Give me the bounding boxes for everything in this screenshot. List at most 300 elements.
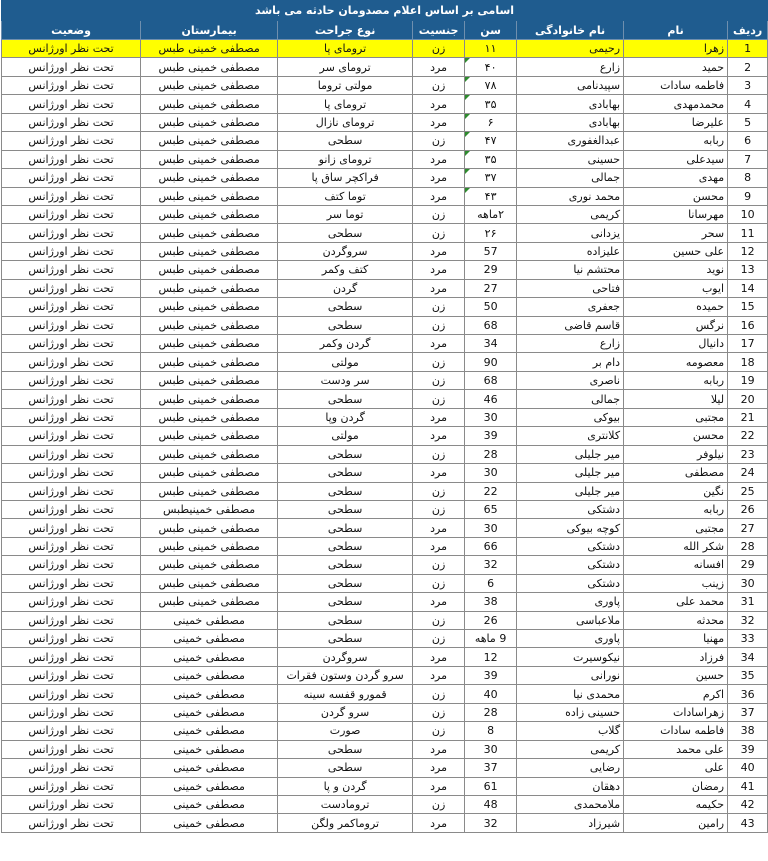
cell-injury[interactable]: کتف وکمر: [278, 261, 413, 279]
cell-age[interactable]: 29: [465, 261, 517, 279]
cell-status[interactable]: تحت نظر اورژانس: [2, 261, 141, 279]
cell-hospital[interactable]: مصطفی خمینی طبس: [141, 371, 278, 389]
cell-status[interactable]: تحت نظر اورژانس: [2, 205, 141, 223]
table-row[interactable]: [2, 482, 768, 500]
cell-status[interactable]: تحت نظر اورژانس: [2, 795, 141, 813]
cell-injury[interactable]: تروماکمر ولگن: [278, 814, 413, 832]
cell-gender[interactable]: مرد: [413, 95, 465, 113]
cell-injury[interactable]: سطحی: [278, 132, 413, 150]
cell-name[interactable]: اکرم: [624, 685, 728, 703]
cell-index[interactable]: 14: [728, 279, 768, 297]
cell-age[interactable]: ۴۳: [465, 187, 517, 205]
cell-name[interactable]: علی حسین: [624, 242, 728, 260]
cell-family[interactable]: کوچه بیوکی: [517, 519, 624, 537]
cell-hospital[interactable]: مصطفی خمینی طبس: [141, 205, 278, 223]
table-row[interactable]: [2, 685, 768, 703]
cell-family[interactable]: دهقان: [517, 777, 624, 795]
cell-gender[interactable]: زن: [413, 224, 465, 242]
cell-index[interactable]: 22: [728, 427, 768, 445]
cell-index[interactable]: 40: [728, 759, 768, 777]
header-age[interactable]: سن: [465, 21, 517, 40]
cell-gender[interactable]: مرد: [413, 150, 465, 168]
cell-age[interactable]: 32: [465, 814, 517, 832]
cell-hospital[interactable]: مصطفی خمینی طبس: [141, 390, 278, 408]
cell-age[interactable]: 68: [465, 371, 517, 389]
cell-status[interactable]: تحت نظر اورژانس: [2, 759, 141, 777]
cell-injury[interactable]: سطحی: [278, 390, 413, 408]
cell-name[interactable]: لیلا: [624, 390, 728, 408]
cell-status[interactable]: تحت نظر اورژانس: [2, 150, 141, 168]
cell-age[interactable]: 65: [465, 500, 517, 518]
cell-family[interactable]: بهابادی: [517, 95, 624, 113]
table-row[interactable]: [2, 40, 768, 58]
cell-name[interactable]: ربابه: [624, 500, 728, 518]
cell-gender[interactable]: مرد: [413, 58, 465, 76]
cell-gender[interactable]: زن: [413, 482, 465, 500]
cell-injury[interactable]: فراکچر ساق پا: [278, 169, 413, 187]
cell-age[interactable]: 27: [465, 279, 517, 297]
cell-injury[interactable]: توما سر: [278, 205, 413, 223]
cell-gender[interactable]: زن: [413, 722, 465, 740]
cell-gender[interactable]: زن: [413, 353, 465, 371]
table-row[interactable]: [2, 814, 768, 832]
cell-name[interactable]: فرزاد: [624, 648, 728, 666]
cell-hospital[interactable]: مصطفی خمینی طبس: [141, 519, 278, 537]
cell-index[interactable]: 19: [728, 371, 768, 389]
cell-hospital[interactable]: مصطفی خمینی طبس: [141, 427, 278, 445]
cell-gender[interactable]: مرد: [413, 427, 465, 445]
table-row[interactable]: [2, 371, 768, 389]
cell-injury[interactable]: قمورو قفسه سینه: [278, 685, 413, 703]
cell-hospital[interactable]: مصطفی خمینی: [141, 685, 278, 703]
cell-name[interactable]: محسن: [624, 427, 728, 445]
table-row[interactable]: [2, 279, 768, 297]
cell-age[interactable]: 38: [465, 593, 517, 611]
cell-age[interactable]: 30: [465, 408, 517, 426]
cell-index[interactable]: 17: [728, 335, 768, 353]
cell-gender[interactable]: زن: [413, 703, 465, 721]
cell-name[interactable]: حمیده: [624, 298, 728, 316]
table-row[interactable]: [2, 500, 768, 518]
table-row[interactable]: [2, 353, 768, 371]
cell-hospital[interactable]: مصطفی خمینی طبس: [141, 40, 278, 58]
table-row[interactable]: [2, 648, 768, 666]
cell-name[interactable]: مهنیا: [624, 630, 728, 648]
cell-index[interactable]: 8: [728, 169, 768, 187]
header-hospital[interactable]: بیمارستان: [141, 21, 278, 40]
cell-name[interactable]: نگین: [624, 482, 728, 500]
cell-injury[interactable]: سروگردن: [278, 242, 413, 260]
cell-hospital[interactable]: مصطفی خمینی: [141, 795, 278, 813]
cell-gender[interactable]: مرد: [413, 279, 465, 297]
cell-family[interactable]: گلاب: [517, 722, 624, 740]
cell-name[interactable]: دانیال: [624, 335, 728, 353]
cell-injury[interactable]: ترومای پا: [278, 95, 413, 113]
cell-status[interactable]: تحت نظر اورژانس: [2, 224, 141, 242]
cell-gender[interactable]: زن: [413, 390, 465, 408]
cell-age[interactable]: 22: [465, 482, 517, 500]
cell-status[interactable]: تحت نظر اورژانس: [2, 537, 141, 555]
cell-name[interactable]: رامین: [624, 814, 728, 832]
cell-status[interactable]: تحت نظر اورژانس: [2, 703, 141, 721]
cell-status[interactable]: تحت نظر اورژانس: [2, 242, 141, 260]
cell-gender[interactable]: مرد: [413, 537, 465, 555]
cell-family[interactable]: حسینی زاده: [517, 703, 624, 721]
cell-gender[interactable]: زن: [413, 205, 465, 223]
cell-status[interactable]: تحت نظر اورژانس: [2, 500, 141, 518]
cell-age[interactable]: 8: [465, 722, 517, 740]
cell-name[interactable]: حکیمه: [624, 795, 728, 813]
table-row[interactable]: [2, 169, 768, 187]
cell-index[interactable]: 13: [728, 261, 768, 279]
cell-gender[interactable]: مرد: [413, 187, 465, 205]
cell-gender[interactable]: مرد: [413, 759, 465, 777]
cell-name[interactable]: نوید: [624, 261, 728, 279]
cell-gender[interactable]: زن: [413, 611, 465, 629]
cell-family[interactable]: میر جلیلی: [517, 445, 624, 463]
cell-index[interactable]: 27: [728, 519, 768, 537]
table-row[interactable]: [2, 427, 768, 445]
cell-name[interactable]: مهدی: [624, 169, 728, 187]
cell-status[interactable]: تحت نظر اورژانس: [2, 666, 141, 684]
cell-gender[interactable]: مرد: [413, 666, 465, 684]
cell-status[interactable]: تحت نظر اورژانس: [2, 556, 141, 574]
cell-injury[interactable]: سرو گردن وستون فقرات: [278, 666, 413, 684]
cell-status[interactable]: تحت نظر اورژانس: [2, 113, 141, 131]
table-row[interactable]: [2, 242, 768, 260]
cell-family[interactable]: رضایی: [517, 759, 624, 777]
cell-name[interactable]: زینب: [624, 574, 728, 592]
cell-index[interactable]: 5: [728, 113, 768, 131]
cell-status[interactable]: تحت نظر اورژانس: [2, 445, 141, 463]
cell-injury[interactable]: سطحی: [278, 537, 413, 555]
cell-status[interactable]: تحت نظر اورژانس: [2, 814, 141, 832]
cell-index[interactable]: 29: [728, 556, 768, 574]
table-row[interactable]: [2, 298, 768, 316]
cell-status[interactable]: تحت نظر اورژانس: [2, 40, 141, 58]
cell-family[interactable]: سپیدنامی: [517, 76, 624, 94]
cell-index[interactable]: 15: [728, 298, 768, 316]
cell-injury[interactable]: سرو گردن: [278, 703, 413, 721]
cell-name[interactable]: حسین: [624, 666, 728, 684]
cell-injury[interactable]: سطحی: [278, 316, 413, 334]
cell-name[interactable]: مجتبی: [624, 408, 728, 426]
cell-age[interactable]: ۲۶: [465, 224, 517, 242]
cell-index[interactable]: 1: [728, 40, 768, 58]
cell-age[interactable]: 30: [465, 740, 517, 758]
cell-status[interactable]: تحت نظر اورژانس: [2, 298, 141, 316]
table-row[interactable]: [2, 76, 768, 94]
header-injury[interactable]: نوع جراحت: [278, 21, 413, 40]
cell-injury[interactable]: سطحی: [278, 298, 413, 316]
cell-injury[interactable]: سر ودست: [278, 371, 413, 389]
cell-status[interactable]: تحت نظر اورژانس: [2, 390, 141, 408]
cell-injury[interactable]: گردن و پا: [278, 777, 413, 795]
cell-injury[interactable]: صورت: [278, 722, 413, 740]
cell-hospital[interactable]: مصطفی خمینیطبس: [141, 500, 278, 518]
table-row[interactable]: [2, 113, 768, 131]
cell-index[interactable]: 20: [728, 390, 768, 408]
cell-hospital[interactable]: مصطفی خمینی طبس: [141, 353, 278, 371]
cell-family[interactable]: میر جلیلی: [517, 482, 624, 500]
cell-hospital[interactable]: مصطفی خمینی طبس: [141, 556, 278, 574]
cell-hospital[interactable]: مصطفی خمینی طبس: [141, 58, 278, 76]
cell-family[interactable]: دشتکی: [517, 500, 624, 518]
cell-hospital[interactable]: مصطفی خمینی: [141, 648, 278, 666]
cell-status[interactable]: تحت نظر اورژانس: [2, 187, 141, 205]
cell-hospital[interactable]: مصطفی خمینی طبس: [141, 132, 278, 150]
table-row[interactable]: [2, 630, 768, 648]
cell-age[interactable]: 30: [465, 464, 517, 482]
cell-family[interactable]: علیزاده: [517, 242, 624, 260]
cell-index[interactable]: 31: [728, 593, 768, 611]
cell-family[interactable]: کریمی: [517, 205, 624, 223]
cell-hospital[interactable]: مصطفی خمینی طبس: [141, 482, 278, 500]
cell-injury[interactable]: مولتی: [278, 353, 413, 371]
table-row[interactable]: [2, 132, 768, 150]
cell-family[interactable]: کریمی: [517, 740, 624, 758]
table-row[interactable]: [2, 740, 768, 758]
cell-name[interactable]: زهراسادات: [624, 703, 728, 721]
cell-family[interactable]: ناصری: [517, 371, 624, 389]
cell-hospital[interactable]: مصطفی خمینی: [141, 759, 278, 777]
cell-family[interactable]: نیکوسیرت: [517, 648, 624, 666]
cell-family[interactable]: قاسم قاضی: [517, 316, 624, 334]
cell-hospital[interactable]: مصطفی خمینی: [141, 703, 278, 721]
cell-status[interactable]: تحت نظر اورژانس: [2, 648, 141, 666]
cell-injury[interactable]: مولتی: [278, 427, 413, 445]
cell-family[interactable]: پاوری: [517, 630, 624, 648]
cell-status[interactable]: تحت نظر اورژانس: [2, 482, 141, 500]
cell-status[interactable]: تحت نظر اورژانس: [2, 408, 141, 426]
cell-name[interactable]: محمد علی: [624, 593, 728, 611]
cell-gender[interactable]: مرد: [413, 261, 465, 279]
cell-index[interactable]: 35: [728, 666, 768, 684]
cell-hospital[interactable]: مصطفی خمینی طبس: [141, 76, 278, 94]
cell-hospital[interactable]: مصطفی خمینی طبس: [141, 574, 278, 592]
cell-index[interactable]: 26: [728, 500, 768, 518]
table-row[interactable]: [2, 556, 768, 574]
cell-hospital[interactable]: مصطفی خمینی: [141, 777, 278, 795]
table-row[interactable]: [2, 150, 768, 168]
cell-name[interactable]: ربابه: [624, 132, 728, 150]
cell-age[interactable]: 68: [465, 316, 517, 334]
cell-index[interactable]: 16: [728, 316, 768, 334]
cell-hospital[interactable]: مصطفی خمینی طبس: [141, 113, 278, 131]
cell-age[interactable]: ۴۰: [465, 58, 517, 76]
cell-injury[interactable]: ترومادست: [278, 795, 413, 813]
cell-gender[interactable]: زن: [413, 40, 465, 58]
cell-status[interactable]: تحت نظر اورژانس: [2, 519, 141, 537]
cell-index[interactable]: 28: [728, 537, 768, 555]
cell-hospital[interactable]: مصطفی خمینی: [141, 666, 278, 684]
table-row[interactable]: [2, 445, 768, 463]
cell-age[interactable]: 57: [465, 242, 517, 260]
cell-gender[interactable]: مرد: [413, 335, 465, 353]
cell-hospital[interactable]: مصطفی خمینی: [141, 630, 278, 648]
cell-hospital[interactable]: مصطفی خمینی طبس: [141, 242, 278, 260]
table-row[interactable]: [2, 335, 768, 353]
cell-index[interactable]: 37: [728, 703, 768, 721]
cell-gender[interactable]: مرد: [413, 169, 465, 187]
cell-hospital[interactable]: مصطفی خمینی: [141, 611, 278, 629]
cell-age[interactable]: 46: [465, 390, 517, 408]
cell-name[interactable]: مصطفی: [624, 464, 728, 482]
cell-index[interactable]: 2: [728, 58, 768, 76]
cell-injury[interactable]: سطحی: [278, 224, 413, 242]
cell-status[interactable]: تحت نظر اورژانس: [2, 574, 141, 592]
cell-family[interactable]: یزدانی: [517, 224, 624, 242]
cell-name[interactable]: افسانه: [624, 556, 728, 574]
cell-family[interactable]: جمالی: [517, 169, 624, 187]
cell-hospital[interactable]: مصطفی خمینی طبس: [141, 537, 278, 555]
cell-injury[interactable]: سطحی: [278, 759, 413, 777]
cell-index[interactable]: 24: [728, 464, 768, 482]
cell-injury[interactable]: گردن وکمر: [278, 335, 413, 353]
cell-index[interactable]: 3: [728, 76, 768, 94]
cell-age[interactable]: 6: [465, 574, 517, 592]
table-row[interactable]: [2, 187, 768, 205]
cell-age[interactable]: 12: [465, 648, 517, 666]
cell-name[interactable]: مجتبی: [624, 519, 728, 537]
cell-gender[interactable]: زن: [413, 500, 465, 518]
cell-injury[interactable]: ترومای نازال: [278, 113, 413, 131]
cell-gender[interactable]: زن: [413, 630, 465, 648]
cell-injury[interactable]: گردن وپا: [278, 408, 413, 426]
cell-age[interactable]: 90: [465, 353, 517, 371]
cell-injury[interactable]: ترومای زانو: [278, 150, 413, 168]
cell-status[interactable]: تحت نظر اورژانس: [2, 427, 141, 445]
cell-family[interactable]: جعفری: [517, 298, 624, 316]
cell-status[interactable]: تحت نظر اورژانس: [2, 722, 141, 740]
cell-gender[interactable]: مرد: [413, 777, 465, 795]
cell-injury[interactable]: سطحی: [278, 482, 413, 500]
cell-status[interactable]: تحت نظر اورژانس: [2, 316, 141, 334]
cell-name[interactable]: حمید: [624, 58, 728, 76]
cell-family[interactable]: فتاحی: [517, 279, 624, 297]
cell-index[interactable]: 30: [728, 574, 768, 592]
cell-family[interactable]: دشتکی: [517, 537, 624, 555]
cell-status[interactable]: تحت نظر اورژانس: [2, 630, 141, 648]
cell-gender[interactable]: زن: [413, 371, 465, 389]
cell-injury[interactable]: سطحی: [278, 445, 413, 463]
table-row[interactable]: [2, 777, 768, 795]
cell-name[interactable]: سیدعلی: [624, 150, 728, 168]
table-row[interactable]: [2, 464, 768, 482]
table-row[interactable]: [2, 593, 768, 611]
cell-hospital[interactable]: مصطفی خمینی طبس: [141, 150, 278, 168]
cell-injury[interactable]: سطحی: [278, 574, 413, 592]
cell-name[interactable]: معصومه: [624, 353, 728, 371]
table-row[interactable]: [2, 795, 768, 813]
cell-status[interactable]: تحت نظر اورژانس: [2, 777, 141, 795]
header-name[interactable]: نام: [624, 21, 728, 40]
cell-injury[interactable]: ترومای سر: [278, 58, 413, 76]
header-index[interactable]: ردیف: [728, 21, 768, 40]
cell-status[interactable]: تحت نظر اورژانس: [2, 593, 141, 611]
cell-family[interactable]: بهابادی: [517, 113, 624, 131]
cell-family[interactable]: ملاعباسی: [517, 611, 624, 629]
cell-injury[interactable]: سطحی: [278, 519, 413, 537]
cell-age[interactable]: 28: [465, 703, 517, 721]
cell-status[interactable]: تحت نظر اورژانس: [2, 740, 141, 758]
cell-hospital[interactable]: مصطفی خمینی طبس: [141, 261, 278, 279]
cell-hospital[interactable]: مصطفی خمینی طبس: [141, 445, 278, 463]
cell-family[interactable]: میر جلیلی: [517, 464, 624, 482]
cell-gender[interactable]: زن: [413, 298, 465, 316]
cell-status[interactable]: تحت نظر اورژانس: [2, 132, 141, 150]
cell-age[interactable]: 32: [465, 556, 517, 574]
cell-name[interactable]: محدثه: [624, 611, 728, 629]
cell-family[interactable]: زارع: [517, 335, 624, 353]
cell-family[interactable]: رحیمی: [517, 40, 624, 58]
cell-family[interactable]: شیرزاد: [517, 814, 624, 832]
cell-gender[interactable]: زن: [413, 132, 465, 150]
cell-index[interactable]: 42: [728, 795, 768, 813]
cell-age[interactable]: 37: [465, 759, 517, 777]
cell-hospital[interactable]: مصطفی خمینی طبس: [141, 408, 278, 426]
table-row[interactable]: [2, 390, 768, 408]
cell-hospital[interactable]: مصطفی خمینی: [141, 722, 278, 740]
cell-name[interactable]: نیلوفر: [624, 445, 728, 463]
cell-name[interactable]: مهرسانا: [624, 205, 728, 223]
cell-name[interactable]: ایوب: [624, 279, 728, 297]
cell-gender[interactable]: مرد: [413, 648, 465, 666]
cell-injury[interactable]: مولتی تروما: [278, 76, 413, 94]
cell-gender[interactable]: مرد: [413, 242, 465, 260]
cell-gender[interactable]: زن: [413, 685, 465, 703]
cell-status[interactable]: تحت نظر اورژانس: [2, 685, 141, 703]
cell-family[interactable]: پاوری: [517, 593, 624, 611]
cell-age[interactable]: ۳۵: [465, 95, 517, 113]
cell-status[interactable]: تحت نظر اورژانس: [2, 95, 141, 113]
cell-injury[interactable]: سطحی: [278, 556, 413, 574]
cell-hospital[interactable]: مصطفی خمینی طبس: [141, 187, 278, 205]
cell-age[interactable]: 34: [465, 335, 517, 353]
cell-family[interactable]: بیوکی: [517, 408, 624, 426]
cell-index[interactable]: 12: [728, 242, 768, 260]
cell-name[interactable]: علیرضا: [624, 113, 728, 131]
cell-index[interactable]: 10: [728, 205, 768, 223]
cell-gender[interactable]: مرد: [413, 814, 465, 832]
table-row[interactable]: [2, 205, 768, 223]
header-gender[interactable]: جنسیت: [413, 21, 465, 40]
cell-gender[interactable]: مرد: [413, 113, 465, 131]
cell-family[interactable]: نورانی: [517, 666, 624, 684]
cell-age[interactable]: 30: [465, 519, 517, 537]
cell-gender[interactable]: زن: [413, 316, 465, 334]
table-row[interactable]: [2, 95, 768, 113]
cell-age[interactable]: ۷۸: [465, 76, 517, 94]
cell-hospital[interactable]: مصطفی خمینی طبس: [141, 335, 278, 353]
cell-gender[interactable]: زن: [413, 795, 465, 813]
cell-index[interactable]: 38: [728, 722, 768, 740]
cell-age[interactable]: 28: [465, 445, 517, 463]
cell-status[interactable]: تحت نظر اورژانس: [2, 169, 141, 187]
cell-age[interactable]: 40: [465, 685, 517, 703]
cell-family[interactable]: دشتکی: [517, 574, 624, 592]
cell-status[interactable]: تحت نظر اورژانس: [2, 279, 141, 297]
cell-hospital[interactable]: مصطفی خمینی: [141, 740, 278, 758]
cell-age[interactable]: ۱۱: [465, 40, 517, 58]
cell-status[interactable]: تحت نظر اورژانس: [2, 353, 141, 371]
cell-status[interactable]: تحت نظر اورژانس: [2, 464, 141, 482]
cell-index[interactable]: 23: [728, 445, 768, 463]
cell-name[interactable]: محسن: [624, 187, 728, 205]
cell-family[interactable]: محمدی نیا: [517, 685, 624, 703]
cell-injury[interactable]: سطحی: [278, 611, 413, 629]
cell-gender[interactable]: زن: [413, 574, 465, 592]
